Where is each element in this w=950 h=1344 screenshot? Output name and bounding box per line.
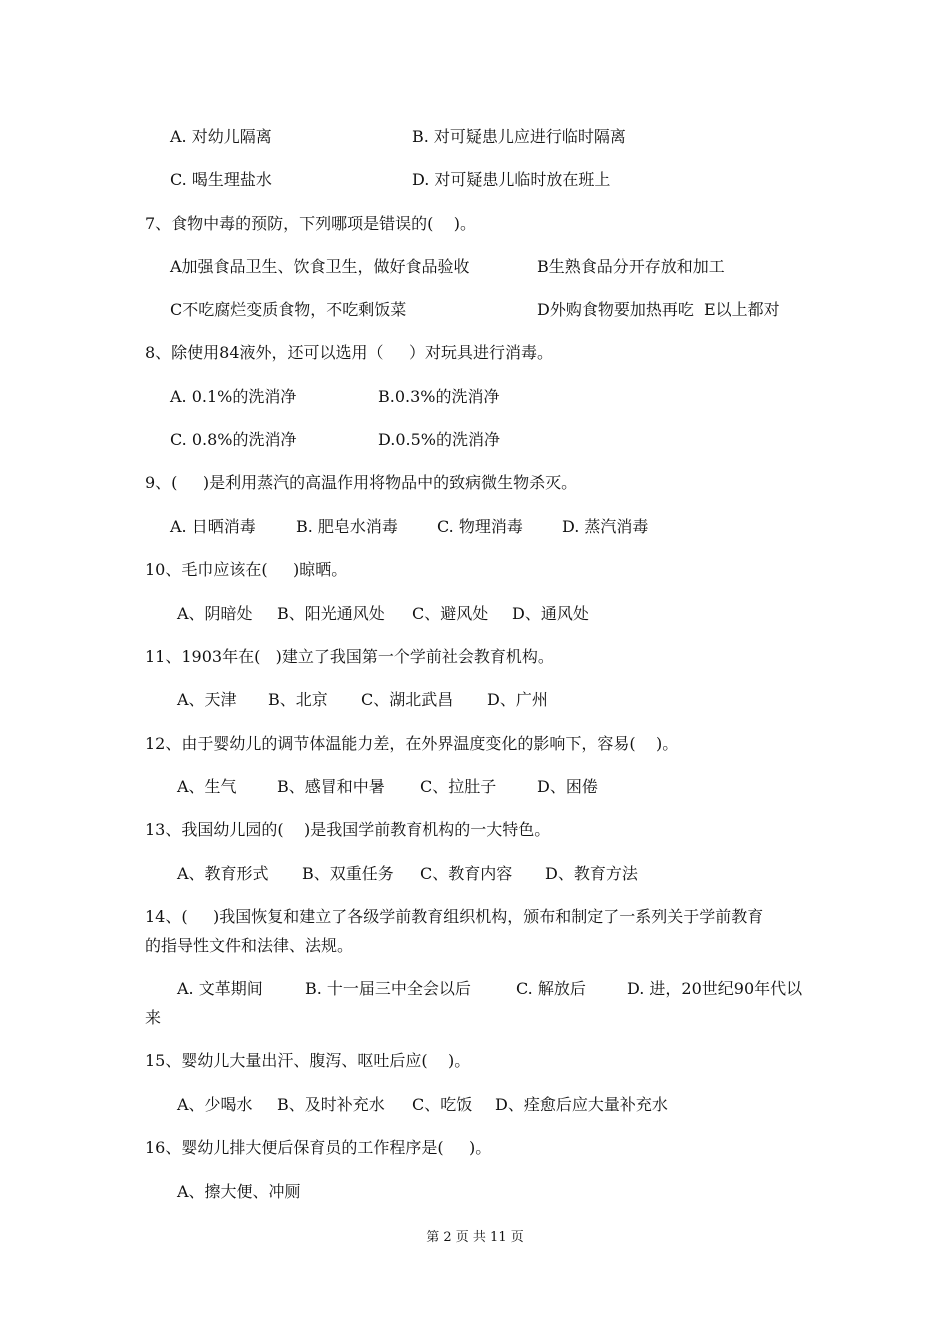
q13-option-c: C、教育内容 [420,864,513,883]
q10-option-c: C、避风处 [412,604,489,623]
q13-stem: 13、我国幼儿园的( )是我国学前教育机构的一大特色。 [145,820,551,839]
q14-option-d-wrap: 来 [145,1008,162,1027]
q15-option-d: D、痊愈后应大量补充水 [495,1095,668,1114]
q11-option-c: C、湖北武昌 [361,690,454,709]
q16-option-a: A、擦大便、冲厕 [177,1182,301,1201]
q13-option-d: D、教育方法 [545,864,638,883]
q13-option-a: A、教育形式 [177,864,269,883]
q14-stem-line2: 的指导性文件和法律、法规。 [145,936,354,955]
q12-option-b: B、感冒和中暑 [277,777,385,796]
q13-option-b: B、双重任务 [302,864,394,883]
q8-option-a: A. 0.1%的洗消净 [170,387,297,406]
q11-option-d: D、广州 [487,690,548,709]
q12-option-d: D、困倦 [537,777,598,796]
q14-stem-line1: 14、( )我国恢复和建立了各级学前教育组织机构，颁布和制定了一系列关于学前教育 [145,907,764,926]
q14-option-d: D. 进，20世纪90年代以 [627,979,803,998]
q12-option-a: A、生气 [177,777,237,796]
q8-option-d: D.0.5%的洗消净 [378,430,500,449]
q15-option-c: C、吃饭 [412,1095,473,1114]
q11-stem: 11、1903年在( )建立了我国第一个学前社会教育机构。 [145,647,554,666]
q7-option-a: A加强食品卫生、饮食卫生，做好食品验收 [170,257,470,276]
q8-stem: 8、除使用84液外，还可以选用（ ）对玩具进行消毒。 [145,343,553,362]
q10-option-a: A、阴暗处 [177,604,253,623]
q15-stem: 15、婴幼儿大量出汗、腹泻、呕吐后应( )。 [145,1051,471,1070]
q9-option-b: B. 肥皂水消毒 [296,517,398,536]
q15-option-a: A、少喝水 [177,1095,253,1114]
q7-stem: 7、食物中毒的预防，下列哪项是错误的( )。 [145,214,477,233]
q7-option-b: B生熟食品分开存放和加工 [537,257,725,276]
q11-option-b: B、北京 [268,690,328,709]
q14-option-b: B. 十一届三中全会以后 [305,979,471,998]
q6-option-d: D. 对可疑患儿临时放在班上 [412,170,611,189]
q9-stem: 9、( )是利用蒸汽的高温作用将物品中的致病微生物杀灭。 [145,473,578,492]
q12-stem: 12、由于婴幼儿的调节体温能力差，在外界温度变化的影响下，容易( )。 [145,734,679,753]
q14-option-c: C. 解放后 [516,979,586,998]
q11-option-a: A、天津 [177,690,237,709]
q9-option-c: C. 物理消毒 [437,517,523,536]
page-footer: 第 2 页 共 11 页 [426,1230,524,1245]
q9-option-d: D. 蒸汽消毒 [562,517,649,536]
q14-option-a: A. 文革期间 [177,979,263,998]
q16-stem: 16、婴幼儿排大便后保育员的工作程序是( )。 [145,1138,492,1157]
q6-option-c: C. 喝生理盐水 [170,170,272,189]
q9-option-a: A. 日晒消毒 [170,517,256,536]
q10-stem: 10、毛巾应该在( )晾晒。 [145,560,348,579]
q8-option-b: B.0.3%的洗消净 [378,387,500,406]
q7-option-c: C不吃腐烂变质食物，不吃剩饭菜 [170,300,407,319]
q8-option-c: C. 0.8%的洗消净 [170,430,297,449]
q6-option-b: B. 对可疑患儿应进行临时隔离 [412,127,626,146]
q7-option-d: D外购食物要加热再吃 E以上都对 [537,300,780,319]
q10-option-d: D、通风处 [512,604,589,623]
q10-option-b: B、阳光通风处 [277,604,385,623]
q12-option-c: C、拉肚子 [420,777,497,796]
q15-option-b: B、及时补充水 [277,1095,385,1114]
q6-option-a: A. 对幼儿隔离 [170,127,272,146]
